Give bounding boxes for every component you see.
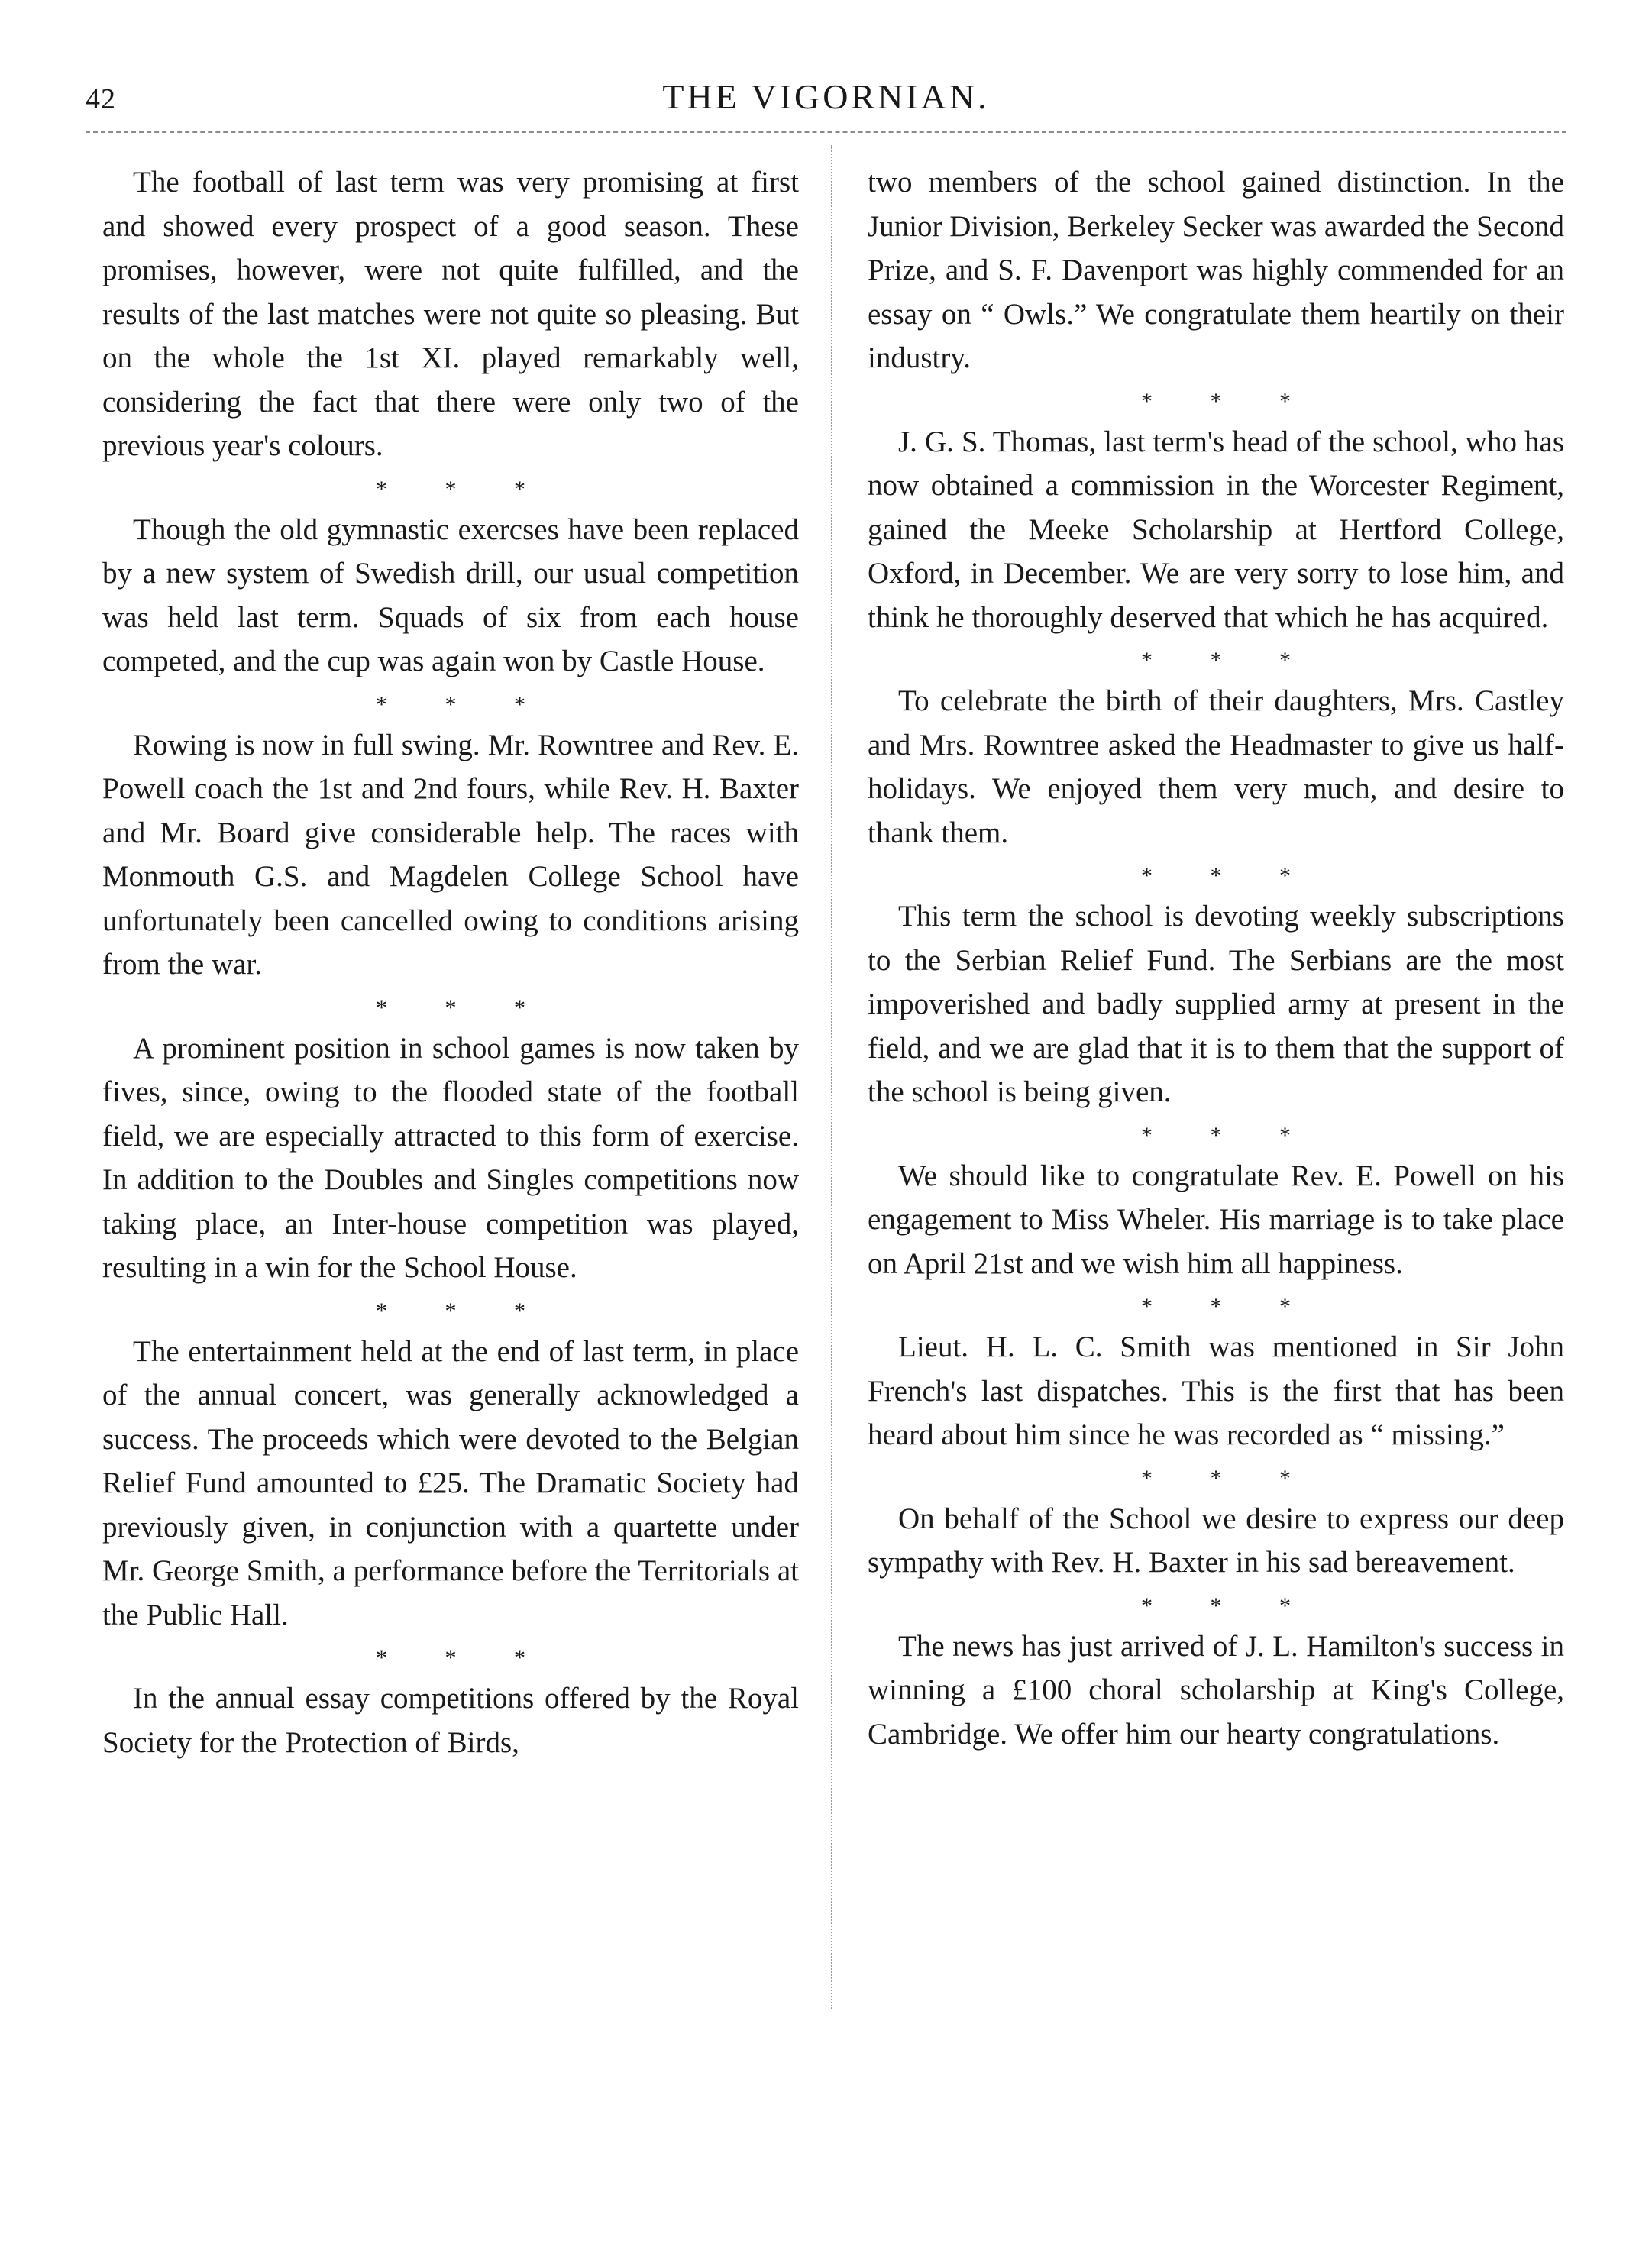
column-divider: [831, 145, 832, 2009]
paragraph-entertainment: The entertainment held at the end of last term, in place of the annual concert, was generally acknowledged a success. The proceeds which were devoted to the Belgian Relief Fund amounted to £25. The Dramatic Society had previously given, in conjunction with a quartette under Mr. George Smith, a performance before the Territorials at the Public Hall.: [102, 1334, 800, 1631]
section-separator: * * *: [376, 994, 551, 1020]
paragraph-fives: A prominent position in school games is now taken by fives, since, owing to the flooded state of the football field, we are especially attracted to this form of exercise. In addition to the Doubles and Singles competitions now taking place, an Inter-house competition was played, resulting in a win for the School House.: [102, 1031, 799, 1284]
running-title: THE VIGORNIAN.: [662, 77, 990, 116]
section-separator: * * *: [376, 691, 551, 717]
paragraph-smith: Lieut. H. L. C. Smith was mentioned in Sir John French's last dispatches. This is the first that has been heard about him since he was recorded as “ missing.”: [868, 1331, 1564, 1451]
paragraph-essay-continued: two members of the school gained distinction. In the Junior Division, Berkeley Secker was awarded the Second Prize, and S. F. Davenport was highly commended for an essay on “ Owls.” We congratulate them heartily on their industry.: [868, 166, 1564, 374]
section-separator: * * *: [1141, 1294, 1317, 1319]
section-separator: * * *: [1141, 388, 1317, 414]
section-separator: * * *: [1141, 863, 1317, 888]
paragraph-engagement: We should like to congratulate Rev. E. Powell on his engagement to Miss Wheler. His marriage is to take place on April 21st and we wish him all happiness.: [868, 1159, 1564, 1280]
right-column: [868, 160, 1564, 1756]
paragraph-essay-competitions: In the annual essay competitions offered by the Royal Society for the Protection of Birds,: [102, 1682, 799, 1759]
section-separator: * * *: [1141, 648, 1317, 673]
paragraph-sympathy: On behalf of the School we desire to express our deep sympathy with Rev. H. Baxter in his sad bereavement.: [868, 1502, 1564, 1579]
paragraph-hamilton: The news has just arrived of J. L. Hamilton's success in winning a £100 choral scholarship at King's College, Cambridge. We offer him our hearty congratulations.: [868, 1629, 1564, 1751]
section-separator: * * *: [376, 1298, 551, 1324]
section-separator: * * *: [1141, 1465, 1317, 1491]
paragraph-thomas: J. G. S. Thomas, last term's head of the school, who has now obtained a commission in the Worcester Regiment, gained the Meeke Scholarship at Hertford College, Oxford, in December. We are very sorry to lose him, and think he thoroughly deserved that which he has acquired.: [868, 425, 1564, 634]
section-separator: * * *: [1141, 1592, 1317, 1618]
paragraph-gymnastics: Though the old gymnastic exercses have been replaced by a new system of Swedish drill, our usual competition was held last term. Squads of six from each house competed, and the cup was again won by Castle House.: [102, 512, 799, 677]
page-number: 42: [86, 83, 116, 115]
paragraph-serbian-relief: This term the school is devoting weekly subscriptions to the Serbian Relief Fund. The Serbians are the most impoverished and badly supplied army at present in the field, and we are glad that it is to them that the support of the school is being given.: [868, 900, 1564, 1108]
section-separator: * * *: [1141, 1122, 1317, 1148]
paragraph-half-holidays: To celebrate the birth of their daughters, Mrs. Castley and Mrs. Rowntree asked the Headmaster to give us half-holidays. We enjoyed them very much, and desire to thank them.: [868, 684, 1564, 849]
paragraph-rowing: Rowing is now in full swing. Mr. Rowntree and Rev. E. Powell coach the 1st and 2nd fours, while Rev. H. Baxter and Mr. Board give considerable help. The races with Monmouth G.S. and Magdelen College School have unfortunately been cancelled owing to conditions arising from the war.: [102, 728, 799, 981]
paragraph-football: The football of last term was very promising at first and showed every prospect of a good season. These promises, however, were not quite fulfilled, and the results of the last matches were not quite so pleasing. But on the whole the 1st XI. played remarkably well, considering the fact that there were only two of the previous year's colours.: [102, 166, 799, 462]
section-separator: * * *: [376, 1645, 551, 1670]
section-separator: * * *: [376, 476, 551, 502]
header-rule: [86, 131, 1566, 133]
left-column: [102, 160, 799, 1764]
